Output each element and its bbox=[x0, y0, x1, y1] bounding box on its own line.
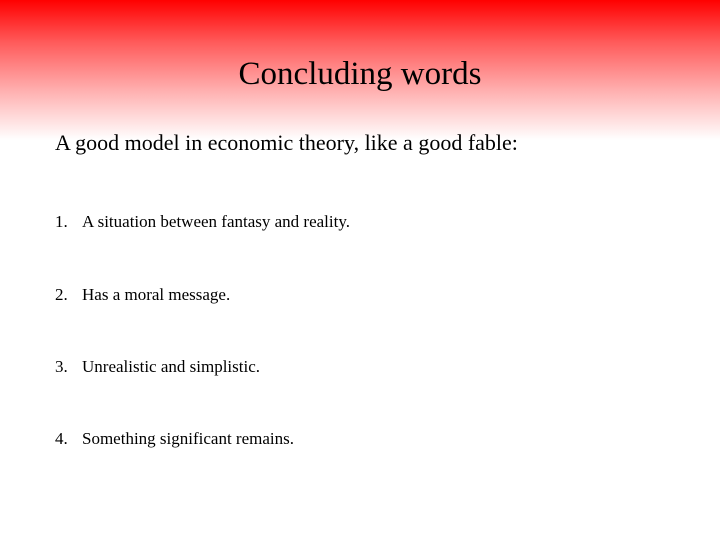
point-text: Unrealistic and simplistic. bbox=[82, 357, 260, 376]
list-item bbox=[55, 355, 260, 379]
point-text: Something significant remains. bbox=[82, 429, 294, 448]
point-number: 2. bbox=[55, 285, 68, 304]
point-number: 1. bbox=[55, 212, 68, 231]
list-item bbox=[55, 210, 350, 234]
point-number: 3. bbox=[55, 357, 68, 376]
point-number: 4. bbox=[55, 429, 68, 448]
slide-title: Concluding words bbox=[238, 56, 482, 92]
intro-text: A good model in economic theory, like a good fable: bbox=[55, 130, 518, 155]
point-text: Has a moral message. bbox=[82, 285, 231, 304]
list-item bbox=[55, 283, 230, 307]
list-item bbox=[55, 427, 294, 451]
point-text: A situation between fantasy and reality. bbox=[82, 212, 350, 231]
